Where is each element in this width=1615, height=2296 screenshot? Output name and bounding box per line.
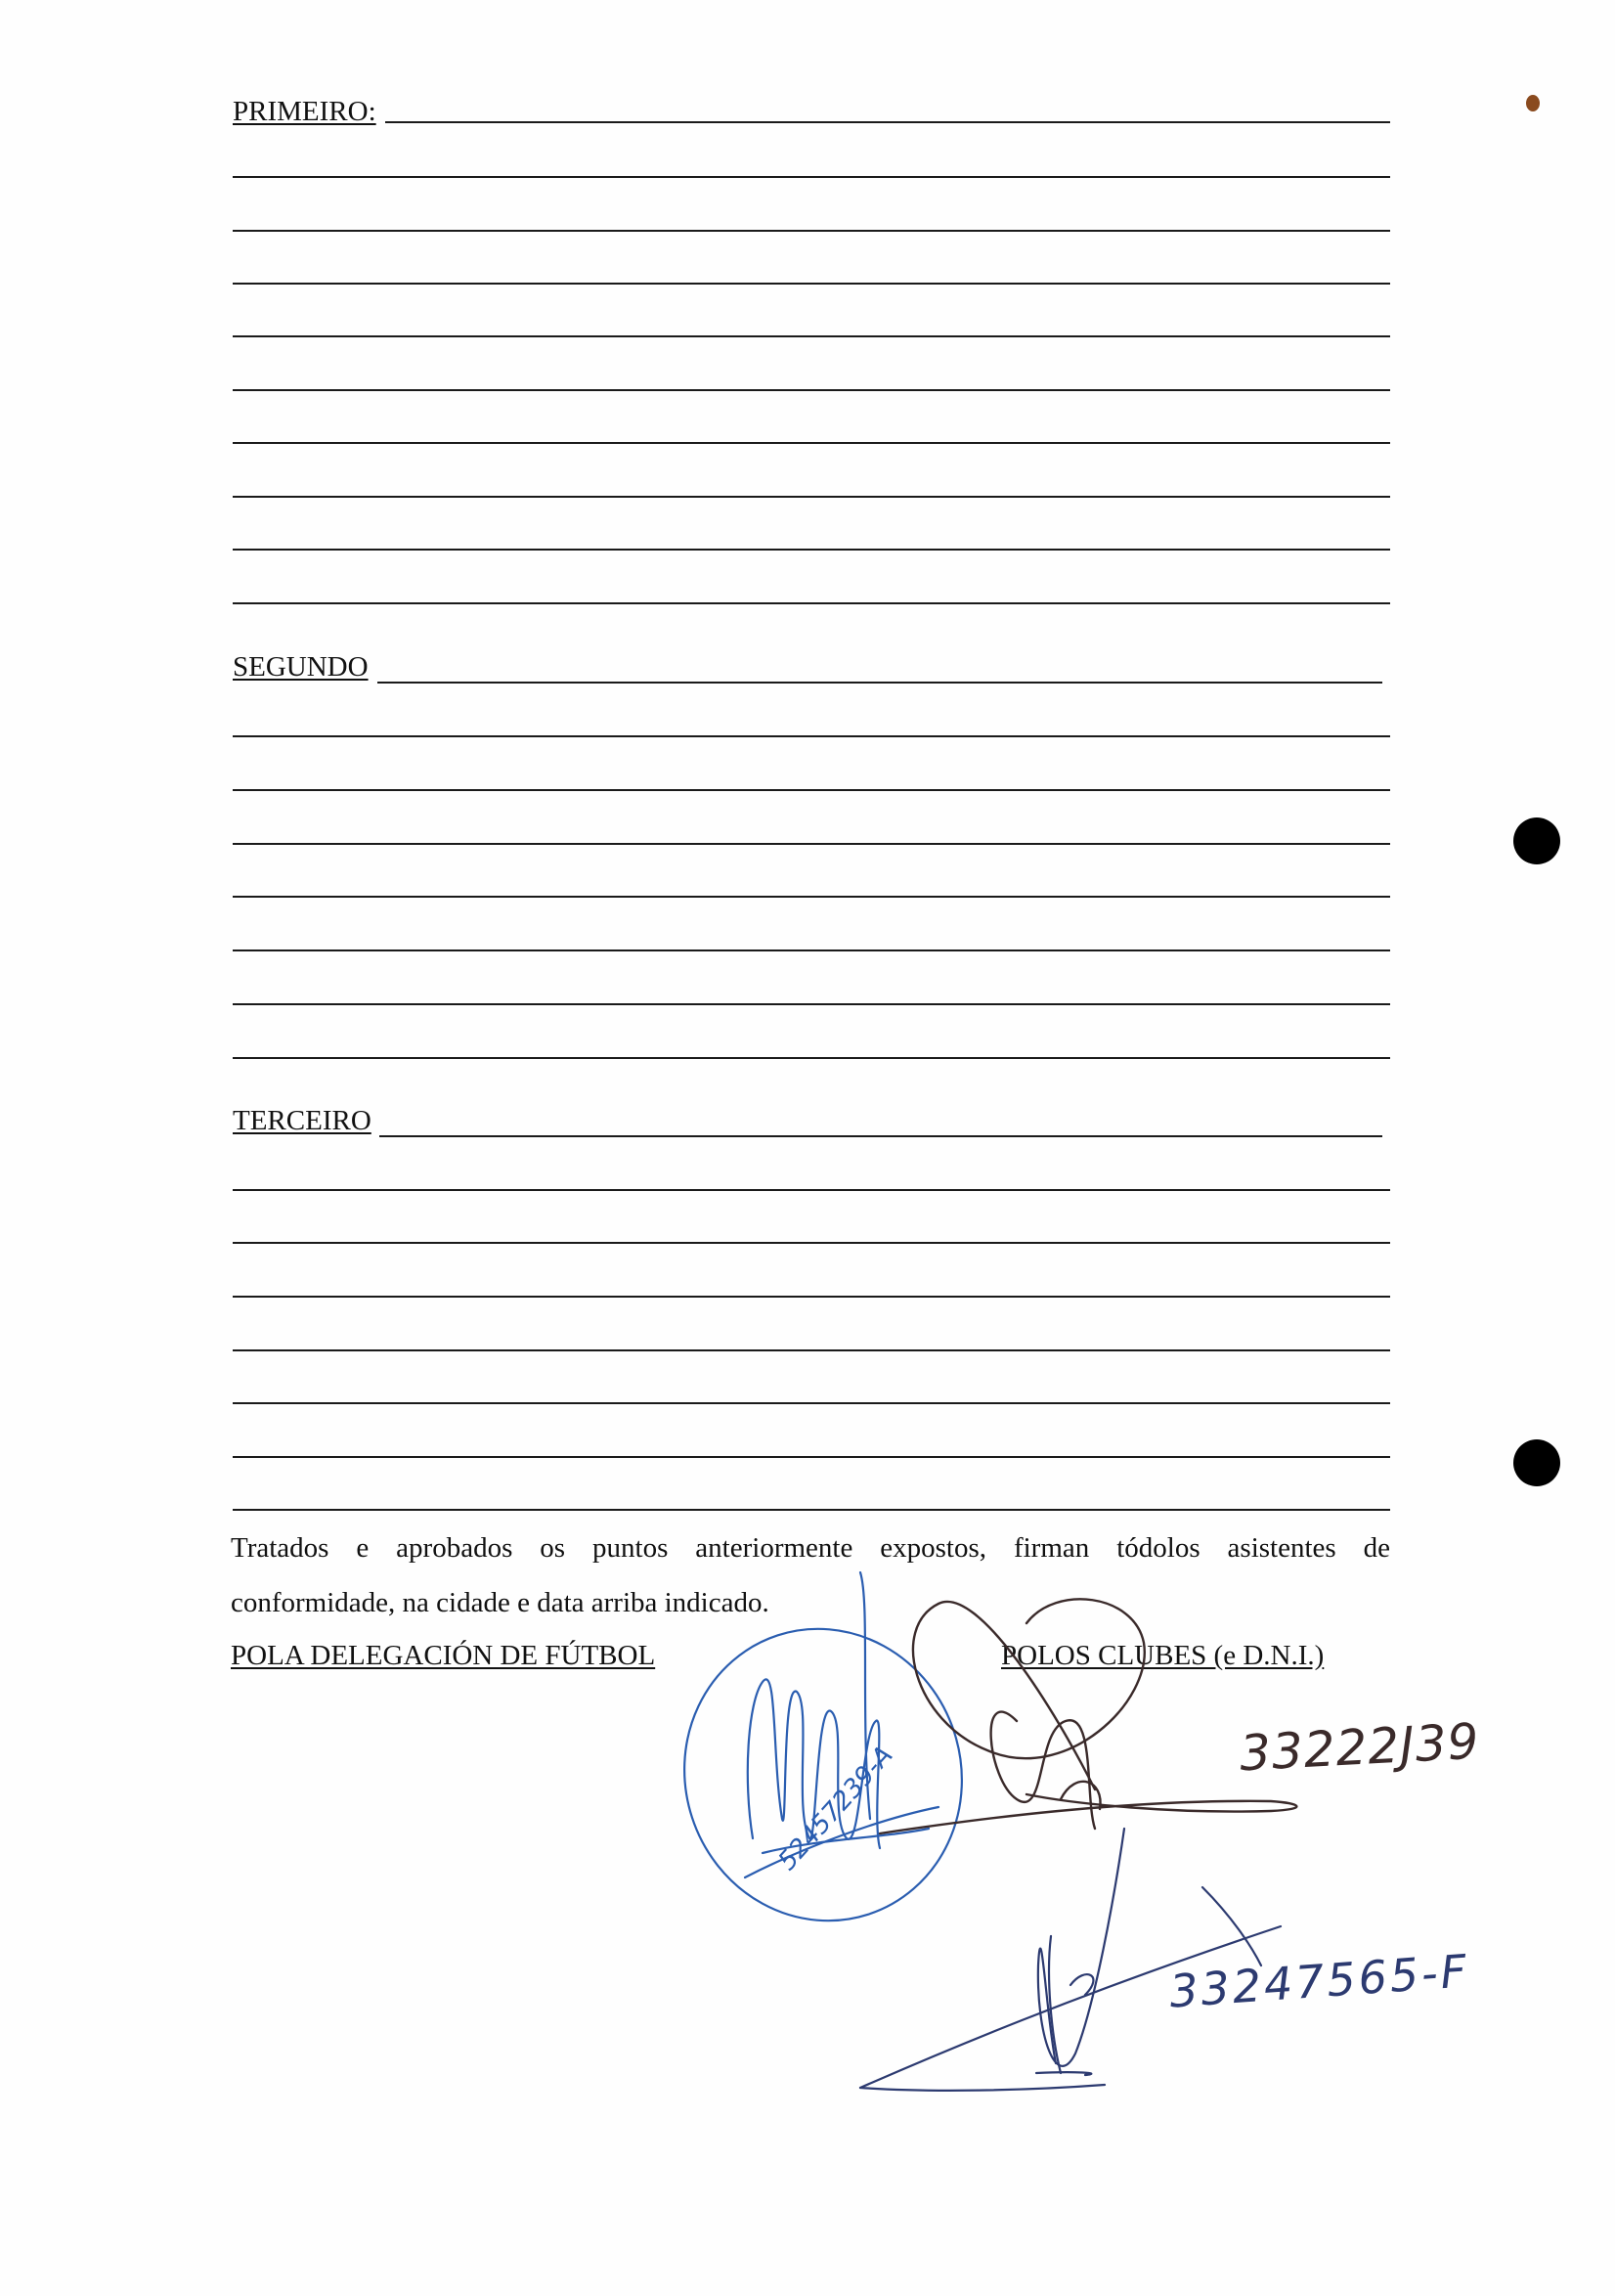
- blue-signature: [647, 1572, 1000, 1957]
- blank-line: [233, 496, 1390, 498]
- handwritten-dni-2: 33247565-F: [1167, 1944, 1471, 2018]
- blank-line: [233, 1296, 1390, 1298]
- blank-line: [233, 1456, 1390, 1458]
- delegation-signature-label: POLA DELEGACIÓN DE FÚTBOL: [231, 1640, 656, 1671]
- ink-spot: [1526, 95, 1540, 111]
- blank-line: [233, 1189, 1390, 1191]
- blank-line: [233, 389, 1390, 391]
- punch-hole-top: [1513, 817, 1560, 864]
- blank-line: [233, 442, 1390, 444]
- section-first-label: PRIMEIRO:: [233, 96, 376, 127]
- closing-paragraph-line1: Tratados e aprobados os puntos anteriormente expostos, firman tódolos asistentes de: [231, 1532, 1390, 1564]
- blank-line: [233, 602, 1390, 604]
- blank-line: [233, 1242, 1390, 1244]
- blank-line: [233, 283, 1390, 285]
- blank-line: [233, 1509, 1390, 1511]
- blank-line: [233, 1349, 1390, 1351]
- section-third-label: TERCEIRO: [233, 1105, 371, 1136]
- blank-line: [233, 789, 1390, 791]
- section-second-label: SEGUNDO: [233, 651, 369, 683]
- blank-line: [233, 335, 1390, 337]
- blank-line: [233, 896, 1390, 898]
- first-label-rule: [385, 121, 1390, 123]
- blank-line: [233, 1057, 1390, 1059]
- closing-paragraph-line2: conformidade, na cidade e data arriba indicado.: [231, 1587, 769, 1618]
- punch-hole-bottom: [1513, 1439, 1560, 1486]
- handwritten-dni-3: 52457239-A: [772, 1741, 899, 1877]
- blank-line: [233, 843, 1390, 845]
- blank-line: [233, 176, 1390, 178]
- navy-signature: [860, 1829, 1281, 2091]
- handwritten-dni-1: 33222J39: [1238, 1712, 1481, 1783]
- clubs-signature-label: POLOS CLUBES (e D.N.I.): [1001, 1640, 1325, 1671]
- blank-line: [233, 1402, 1390, 1404]
- blank-line: [233, 949, 1390, 951]
- blank-line: [233, 735, 1390, 737]
- blank-line: [233, 1003, 1390, 1005]
- blank-line: [233, 230, 1390, 232]
- dark-signature: [880, 1599, 1296, 1833]
- third-label-rule: [379, 1135, 1382, 1137]
- second-label-rule: [377, 682, 1382, 684]
- blank-line: [233, 549, 1390, 551]
